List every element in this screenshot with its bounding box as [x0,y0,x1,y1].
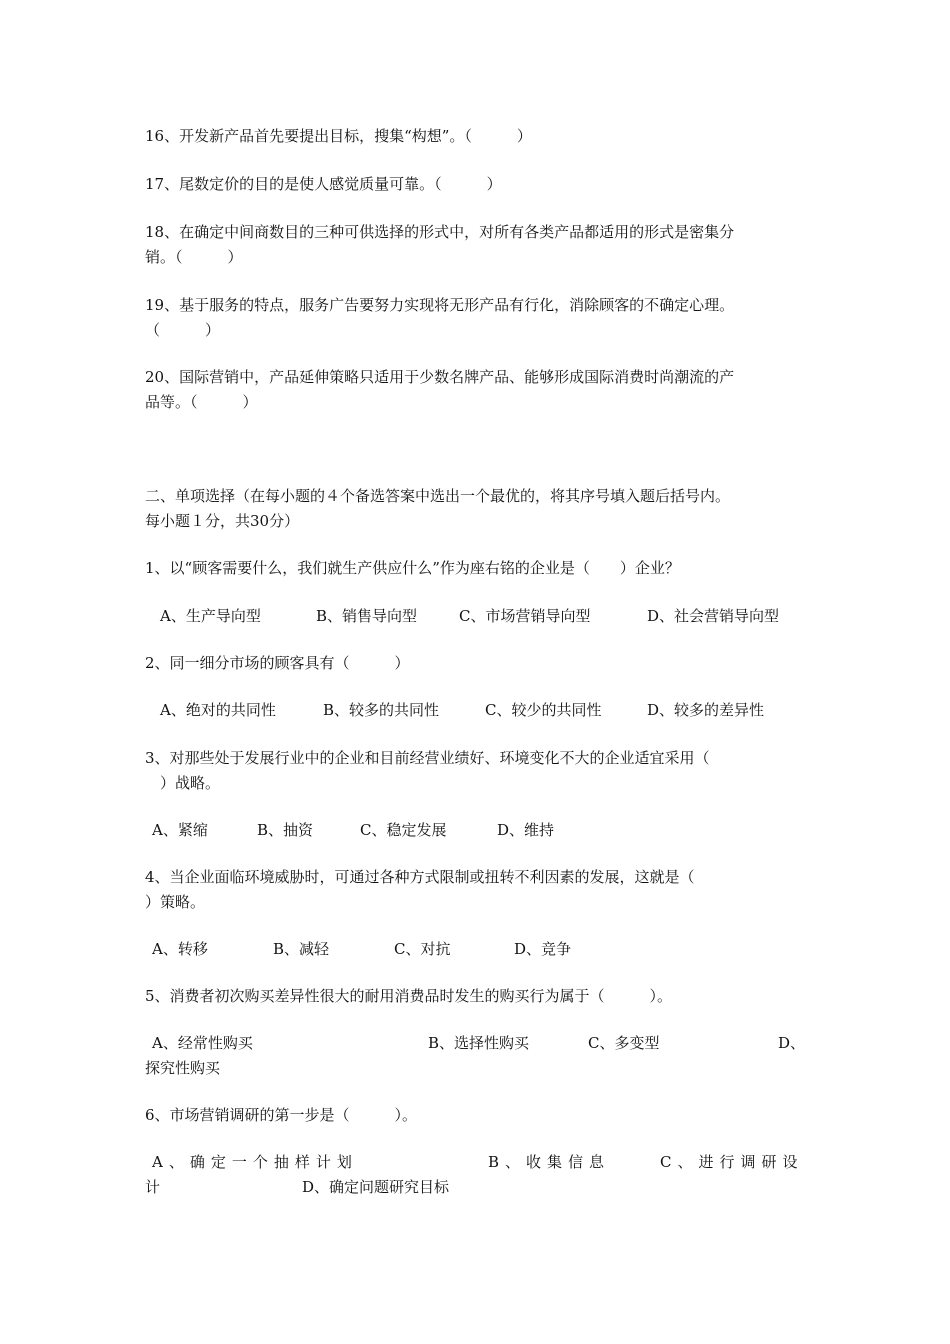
mc-1-option-d: D、社会营销导向型 [647,607,780,625]
mc-1-option-a: A、生产导向型 [160,607,261,625]
tf-question-18: 18、在确定中间商数目的三种可供选择的形式中，对所有各类产品都适用的形式是密集分 [145,223,735,241]
mc-question-4-cont: ）策略。 [145,893,206,911]
mc-3-option-b: B、抽资 [257,821,314,839]
mc-3-option-d: D、维持 [497,821,555,839]
mc-5-option-c: C、多变型 [588,1034,660,1052]
mc-question-6: 6、市场营销调研的第一步是（ ）。 [145,1106,418,1124]
mc-question-5: 5、消费者初次购买差异性很大的耐用消费品时发生的购买行为属于（ ）。 [145,987,673,1005]
mc-4-option-d: D、竞争 [514,940,572,958]
mc-5-option-a: A、经常性购买 [152,1034,253,1052]
tf-question-17: 17、尾数定价的目的是使人感觉质量可靠。（ ） [145,175,502,193]
mc-5-option-b: B、选择性购买 [428,1034,530,1052]
tf-question-20-cont: 品等。（ ） [145,393,258,411]
mc-5-option-d: D、 [778,1034,806,1052]
mc-3-option-a: A、紧缩 [152,821,208,839]
tf-question-19: 19、基于服务的特点，服务广告要努力实现将无形产品有行化，消除顾客的不确定心理。 [145,296,735,314]
mc-4-option-b: B、减轻 [273,940,330,958]
mc-question-1: 1、以“顾客需要什么，我们就生产供应什么”作为座右铭的企业是（ ）企业？ [145,559,680,577]
mc-4-option-c: C、对抗 [394,940,451,958]
mc-2-option-b: B、较多的共同性 [323,701,440,719]
mc-3-option-c: C、稳定发展 [360,821,447,839]
section-heading: 二、单项选择（在每小题的４个备选答案中选出一个最优的，将其序号填入题后括号内。 [145,487,731,505]
tf-question-18-cont: 销。（ ） [145,248,243,266]
mc-6-option-c-cont: 计 [145,1178,161,1196]
mc-6-option-a: A、确定一个抽样计划 [152,1153,358,1171]
mc-1-option-b: B、销售导向型 [316,607,418,625]
mc-2-option-d: D、较多的差异性 [647,701,765,719]
mc-question-3: 3、对那些处于发展行业中的企业和目前经营业绩好、环境变化不大的企业适宜采用（ [145,749,710,767]
mc-5-option-d-cont: 探究性购买 [145,1059,221,1077]
section-heading-cont: 每小题１分，共30分） [145,512,300,530]
mc-1-option-c: C、市场营销导向型 [459,607,591,625]
mc-6-option-b: B、收集信息 [488,1153,611,1171]
mc-6-option-c: C、进行调研设 [660,1153,804,1171]
tf-question-16: 16、开发新产品首先要提出目标，搜集“构想”。（ ） [145,127,532,145]
tf-question-20: 20、国际营销中，产品延伸策略只适用于少数名牌产品、能够形成国际消费时尚潮流的产 [145,368,735,386]
mc-question-3-cont: ）战略。 [145,774,221,792]
mc-4-option-a: A、转移 [152,940,208,958]
mc-2-option-c: C、较少的共同性 [485,701,602,719]
mc-question-2: 2、同一细分市场的顾客具有（ ） [145,654,410,672]
mc-2-option-a: A、绝对的共同性 [160,701,276,719]
mc-6-option-d: D、确定问题研究目标 [302,1178,450,1196]
mc-question-4: 4、当企业面临环境威胁时，可通过各种方式限制或扭转不利因素的发展，这就是（ [145,868,695,886]
tf-question-19-cont: （ ） [145,321,221,339]
